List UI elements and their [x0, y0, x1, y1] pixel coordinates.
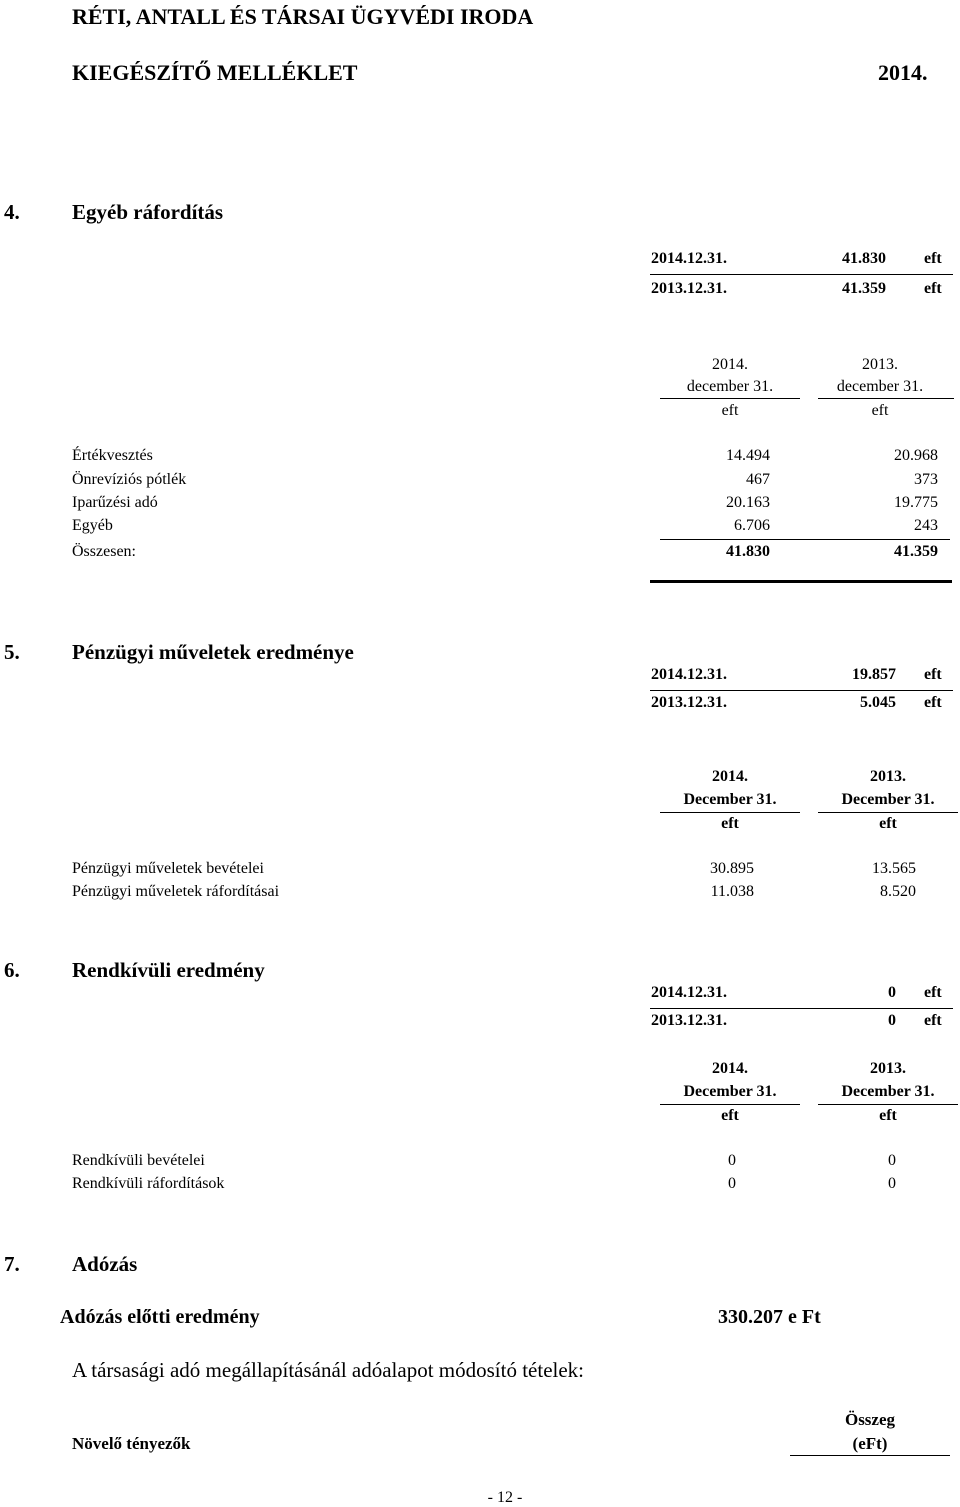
- s5-row-v2: 8.520: [880, 883, 916, 900]
- s4-total-rule: [660, 539, 950, 540]
- section-6-title: Rendkívüli eredmény: [72, 958, 265, 982]
- s4-col1-rule: [660, 398, 800, 399]
- s6-col2-unit: eft: [879, 1107, 897, 1124]
- s4-row-v2: 19.775: [894, 494, 938, 511]
- s4-col1-date: december 31.: [686, 378, 774, 395]
- s4-col1-year: 2014.: [712, 356, 748, 373]
- section-5-number: 5.: [4, 640, 20, 664]
- s5-row-v2: 13.565: [872, 860, 916, 877]
- s6-col1-unit: eft: [721, 1107, 739, 1124]
- s6-summary-rule: [650, 1008, 953, 1009]
- s6-col1-year: 2014.: [712, 1060, 748, 1077]
- s6-col1-date: December 31.: [683, 1083, 777, 1100]
- section-6-number: 6.: [4, 958, 20, 982]
- firm-name: RÉTI, ANTALL ÉS TÁRSAI ÜGYVÉDI IRODA: [72, 4, 534, 29]
- s6-summary-value-2014: 0: [888, 984, 896, 1001]
- s4-row-v1: 14.494: [726, 447, 770, 464]
- s6-row-v1: 0: [728, 1175, 736, 1192]
- section-7-title: Adózás: [72, 1252, 138, 1276]
- s4-summary-unit-2014: eft: [924, 250, 942, 267]
- amount-header: Összeg: [844, 1410, 896, 1429]
- s5-row-v1: 30.895: [710, 860, 754, 877]
- s6-col2-date: December 31.: [841, 1083, 935, 1100]
- s5-row-v1: 11.038: [710, 883, 754, 900]
- document-year: 2014.: [878, 60, 928, 85]
- s6-summary-date-2013: 2013.12.31.: [651, 1012, 727, 1029]
- s4-col2-year: 2013.: [862, 356, 898, 373]
- s6-col1-rule: [660, 1104, 800, 1105]
- s5-col1-rule: [660, 812, 800, 813]
- s4-row-v1: 6.706: [734, 517, 770, 534]
- s4-summary-value-2014: 41.830: [842, 250, 886, 267]
- adjustment-items-text: A társasági adó megállapításánál adóalapot módosító tételek:: [72, 1358, 585, 1382]
- s6-row-v1: 0: [728, 1152, 736, 1169]
- amount-header-rule: [790, 1455, 950, 1456]
- amount-unit-header: (eFt): [852, 1434, 888, 1453]
- s4-col2-unit: eft: [871, 402, 889, 419]
- s5-col2-unit: eft: [879, 815, 897, 832]
- s4-summary-date-2014: 2014.12.31.: [651, 250, 727, 267]
- s4-row-v2: 20.968: [894, 447, 938, 464]
- increasing-factors-label: Növelő tényezők: [72, 1434, 191, 1453]
- s4-col1-unit: eft: [721, 402, 739, 419]
- s6-row-label: Rendkívüli bevételei: [72, 1152, 205, 1169]
- s4-total-v2: 41.359: [894, 543, 938, 560]
- s4-row-label: Iparűzési adó: [72, 494, 158, 511]
- s5-col2-rule: [818, 812, 958, 813]
- s6-summary-unit-2013: eft: [924, 1012, 942, 1029]
- pretax-result-value: 330.207 e Ft: [718, 1306, 821, 1328]
- s4-row-label: Egyéb: [72, 517, 113, 534]
- s4-summary-date-2013: 2013.12.31.: [651, 280, 727, 297]
- s5-summary-rule: [650, 690, 953, 691]
- s6-col2-rule: [818, 1104, 958, 1105]
- s5-row-label: Pénzügyi műveletek ráfordításai: [72, 883, 280, 900]
- s4-row-label: Értékvesztés: [72, 447, 153, 464]
- s5-summary-date-2013: 2013.12.31.: [651, 694, 727, 711]
- s4-row-label: Önrevíziós pótlék: [72, 471, 187, 488]
- s4-double-rule: [650, 580, 952, 583]
- s5-col1-date: December 31.: [683, 791, 777, 808]
- s4-row-v2: 243: [914, 517, 938, 534]
- s4-col2-rule: [818, 398, 954, 399]
- pretax-result-label: Adózás előtti eredmény: [60, 1306, 260, 1328]
- s6-col2-year: 2013.: [870, 1060, 906, 1077]
- s6-row-label: Rendkívüli ráfordítások: [72, 1175, 225, 1192]
- s4-summary-value-2013: 41.359: [842, 280, 886, 297]
- s4-row-v1: 20.163: [726, 494, 770, 511]
- section-4-title: Egyéb ráfordítás: [72, 200, 224, 224]
- section-7-number: 7.: [4, 1252, 20, 1276]
- s4-total-v1: 41.830: [726, 543, 770, 560]
- section-5-title: Pénzügyi műveletek eredménye: [72, 640, 354, 664]
- s4-total-label: Összesen:: [72, 543, 136, 560]
- s5-col1-unit: eft: [721, 815, 739, 832]
- s5-summary-value-2014: 19.857: [852, 666, 896, 683]
- s6-row-v2: 0: [888, 1152, 896, 1169]
- s5-summary-unit-2013: eft: [924, 694, 942, 711]
- s5-row-label: Pénzügyi műveletek bevételei: [72, 860, 264, 877]
- s5-summary-unit-2014: eft: [924, 666, 942, 683]
- s4-row-v1: 467: [746, 471, 770, 488]
- s4-col2-date: december 31.: [836, 378, 924, 395]
- s5-col2-date: December 31.: [841, 791, 935, 808]
- s5-col1-year: 2014.: [712, 768, 748, 785]
- s5-summary-value-2013: 5.045: [860, 694, 896, 711]
- s5-col2-year: 2013.: [870, 768, 906, 785]
- s6-summary-date-2014: 2014.12.31.: [651, 984, 727, 1001]
- s5-summary-date-2014: 2014.12.31.: [651, 666, 727, 683]
- s4-row-v2: 373: [914, 471, 938, 488]
- s6-summary-unit-2014: eft: [924, 984, 942, 1001]
- s4-summary-rule: [650, 274, 953, 275]
- s6-row-v2: 0: [888, 1175, 896, 1192]
- s6-summary-value-2013: 0: [888, 1012, 896, 1029]
- page-number: - 12 -: [487, 1489, 523, 1506]
- s4-summary-unit-2013: eft: [924, 280, 942, 297]
- document-title: KIEGÉSZÍTŐ MELLÉKLET: [72, 60, 358, 85]
- section-4-number: 4.: [4, 200, 20, 224]
